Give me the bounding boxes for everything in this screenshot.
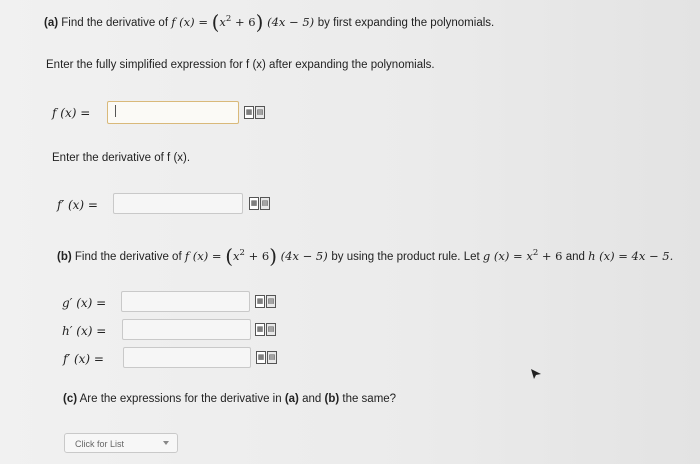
part-c-tag: (c) bbox=[63, 393, 78, 405]
preview-icon[interactable]: ▤ bbox=[267, 351, 277, 364]
fprime-b-input[interactable] bbox=[123, 347, 251, 368]
equation-editor-icon[interactable]: ▦ bbox=[256, 351, 266, 364]
fprime-a-label: f′ (x) = bbox=[57, 198, 98, 212]
part-a-deriv-instruction: Enter the derivative of f (x). bbox=[52, 152, 191, 164]
part-b-tag: (b) bbox=[57, 251, 72, 263]
fprime-b-toolbar[interactable] bbox=[256, 351, 278, 365]
equation-editor-icon[interactable]: ▦ bbox=[249, 197, 259, 210]
chevron-down-icon bbox=[163, 441, 169, 445]
part-b-prompt: (b) Find the derivative of f $(x) = (x^2 + 6) (4x - 5)$ by using the product rule. Let g $(x) = x^2 + 6$ and h (x) = 4x − 5. bbox=[57, 244, 674, 268]
preview-icon[interactable]: ▤ bbox=[266, 295, 276, 308]
part-a-instruction: Enter the fully simplified expression for f (x) after expanding the polynomials. bbox=[46, 59, 435, 71]
equation-editor-icon[interactable]: ▦ bbox=[255, 323, 265, 336]
gprime-input[interactable] bbox=[121, 291, 250, 312]
part-a-function: f $(x) = (x^2 + 6) (4x - 5)$ bbox=[171, 10, 315, 34]
mouse-pointer-icon bbox=[530, 368, 542, 380]
equation-editor-icon[interactable]: ▦ bbox=[255, 295, 265, 308]
gprime-label: g′ (x) = bbox=[62, 296, 107, 310]
part-a-tag: (a) bbox=[44, 17, 59, 29]
equation-editor-icon[interactable]: ▦ bbox=[244, 106, 254, 119]
part-c-prompt: (c) Are the expressions for the derivative in (a) and (b) the same? bbox=[63, 393, 397, 405]
hprime-label: h′ (x) = bbox=[62, 324, 107, 338]
fprime-a-toolbar[interactable] bbox=[249, 197, 271, 211]
text-caret bbox=[115, 105, 116, 117]
fprime-b-label: f′ (x) = bbox=[63, 352, 104, 366]
gprime-toolbar[interactable] bbox=[255, 295, 277, 309]
f-label: f (x) = bbox=[52, 106, 91, 120]
preview-icon[interactable]: ▤ bbox=[266, 323, 276, 336]
answer-dropdown[interactable] bbox=[64, 433, 178, 453]
hprime-toolbar[interactable] bbox=[255, 323, 277, 337]
hprime-input[interactable] bbox=[122, 319, 251, 340]
dropdown-value: Click for List bbox=[75, 439, 125, 449]
fprime-a-input[interactable] bbox=[113, 193, 243, 214]
preview-icon[interactable]: ▤ bbox=[260, 197, 270, 210]
preview-icon[interactable]: ▤ bbox=[255, 106, 265, 119]
part-a-prompt: (a) Find the derivative of f $(x) = (x^2 + 6) (4x - 5)$ by first expanding the polynomials. bbox=[44, 10, 495, 34]
f-input[interactable] bbox=[107, 101, 239, 124]
f-toolbar[interactable] bbox=[244, 106, 266, 120]
